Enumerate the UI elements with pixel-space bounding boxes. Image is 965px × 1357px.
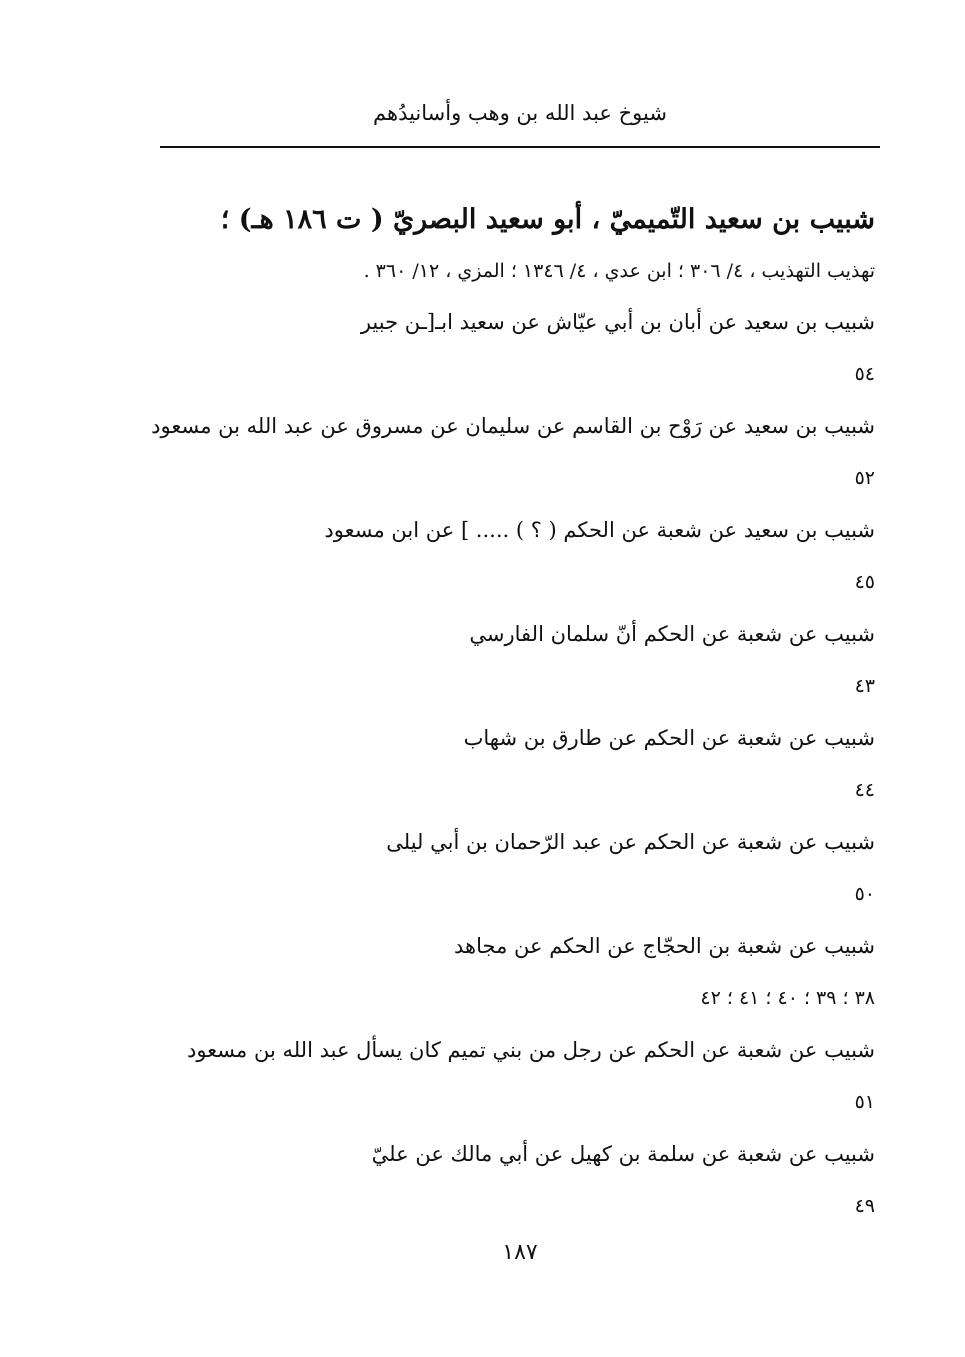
hadith-numbers: ٥٢ [854,467,875,489]
hadith-numbers: ٥١ [854,1091,875,1113]
chain-item [175,1032,875,1120]
page-content [151,198,875,1224]
chain-item [175,1136,875,1224]
hadith-numbers: ٥٠ [854,883,875,905]
hadith-numbers: ٤٥ [854,571,875,593]
isnad-chain: شبيب بن سعيد عن رَوْح بن القاسم عن سليمان عن مسروق عن عبد الله بن مسعود [151,414,875,438]
chain-item [151,408,875,496]
hadith-numbers: ٤٩ [854,1195,875,1217]
chain-item [175,720,875,808]
isnad-chain: شبيب عن شعبة عن سلمة بن كهيل عن أبي مالك عن عليّ [371,1142,875,1166]
hadith-numbers: ٣٨ ؛ ٣٩ ؛ ٤٠ ؛ ٤١ ؛ ٤٢ [700,987,875,1009]
isnad-chain: شبيب بن سعيد عن شعبة عن الحكم ( ؟ ) ..... ] عن ابن مسعود [324,518,875,542]
isnad-chain: شبيب عن شعبة عن الحكم عن عبد الرّحمان بن أبي ليلى [386,830,875,854]
entry-references: تهذيب التهذيب ، ٤/ ٣٠٦ ؛ ابن عدي ، ٤/ ١٣٤٦ ؛ المزي ، ١٢/ ٣٦٠ . [363,260,875,282]
chain-item [175,928,875,1016]
header-rule [160,146,880,148]
isnad-chain: شبيب عن شعبة عن الحكم عن رجل من بني تميم كان يسأل عبد الله بن مسعود [186,1038,875,1062]
isnad-chain: شبيب عن شعبة عن الحكم عن طارق بن شهاب [463,726,875,750]
chain-item [175,824,875,912]
hadith-numbers: ٤٣ [854,675,875,697]
chain-item [175,616,875,704]
hadith-numbers: ٥٤ [854,363,875,385]
isnad-chain: شبيب بن سعيد عن أبان بن أبي عيّاش عن سعيد ابـ[ـن جبير [360,310,875,334]
isnad-chain: شبيب عن شعبة بن الحجّاج عن الحكم عن مجاهد [454,934,875,958]
chain-item [175,512,875,600]
running-head: شيوخ عبد الله بن وهب وأسانيدُهم [373,101,667,125]
page-number: ١٨٧ [502,1240,538,1265]
hadith-numbers: ٤٤ [854,779,875,801]
entry-title: شبيب بن سعيد التّميميّ ، أبو سعيد البصريّ ( ت ١٨٦ هـ) ؛ [220,204,875,235]
chain-item [175,304,875,392]
isnad-chain: شبيب عن شعبة عن الحكم أنّ سلمان الفارسي [469,622,875,646]
